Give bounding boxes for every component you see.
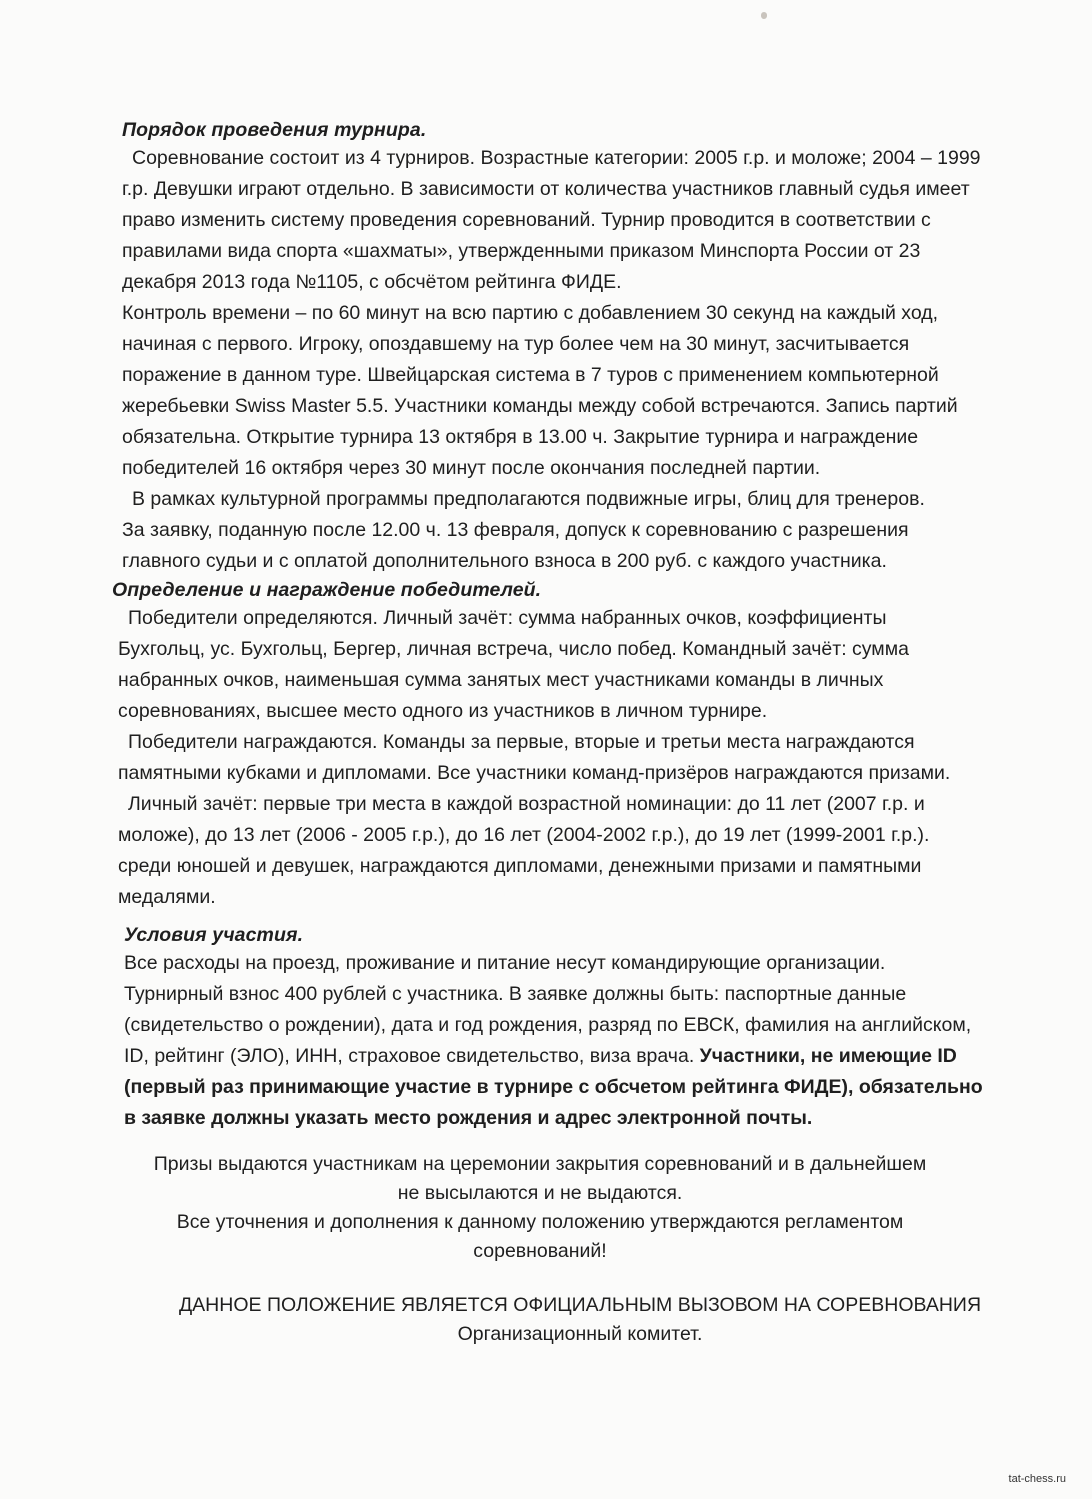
bold-requirement: Участники, не имеющие ID bbox=[699, 1045, 957, 1067]
text-line: Призы выдаются участникам на церемонии закрытия соревнований и в дальнейшем bbox=[153, 1153, 927, 1175]
text-line: декабря 2013 года №1105, с обсчётом рейтинга ФИДЕ. bbox=[122, 271, 622, 293]
text-line: медалями. bbox=[118, 886, 216, 908]
text-line: среди юношей и девушек, награждаются дипломами, денежными призами и памятными bbox=[118, 855, 922, 877]
text-line: В рамках культурной программы предполагаются подвижные игры, блиц для тренеров. bbox=[132, 488, 925, 510]
organizing-committee: Организационный комитет. bbox=[457, 1323, 703, 1345]
text-line: (свидетельство о рождении), дата и год рождения, разряд по ЕВСК, фамилия на английском, bbox=[124, 1014, 972, 1036]
text-line: обязательна. Открытие турнира 13 октября в 13.00 ч. Закрытие турнира и награждение bbox=[122, 426, 919, 448]
section-body-tournament-procedure bbox=[122, 143, 1052, 577]
text-line: Победители определяются. Личный зачёт: сумма набранных очков, коэффициенты bbox=[128, 607, 887, 629]
section-body-winners bbox=[118, 603, 1048, 913]
text-line: соревнований! bbox=[473, 1240, 607, 1262]
text-line: г.р. Девушки играют отдельно. В зависимости от количества участников главный судья имеет bbox=[122, 178, 970, 200]
text-line: моложе), до 13 лет (2006 - 2005 г.р.), до 16 лет (2004-2002 г.р.), до 19 лет (1999-2001 г.р.). bbox=[118, 824, 930, 846]
section-heading-tournament-procedure: Порядок проведения турнира. bbox=[122, 119, 427, 141]
text-line-bold: (первый раз принимающие участие в турнире с обсчетом рейтинга ФИДЕ), обязательно bbox=[124, 1076, 983, 1098]
text-line-bold: в заявке должны указать место рождения и адрес электронной почты. bbox=[124, 1107, 813, 1129]
text-line: Все расходы на проезд, проживание и питание несут командирующие организации. bbox=[124, 952, 886, 974]
text-line: Турнирный взнос 400 рублей с участника. В заявке должны быть: паспортные данные bbox=[124, 983, 907, 1005]
text-line: Бухгольц, ус. Бухгольц, Бергер, личная встреча, число побед. Командный зачёт: сумма bbox=[118, 638, 909, 660]
text-line: набранных очков, наименьшая сумма занятых мест участниками команды в личных bbox=[118, 669, 884, 691]
text-line: Победители награждаются. Команды за первые, вторые и третьи места награждаются bbox=[128, 731, 915, 753]
text-line bbox=[124, 1041, 1054, 1072]
text-line: Личный зачёт: первые три места в каждой возрастной номинации: до 11 лет (2007 г.р. и bbox=[128, 793, 925, 815]
section-heading-winners: Определение и награждение победителей. bbox=[112, 579, 542, 601]
text-line: жеребьевки Swiss Master 5.5. Участники команды между собой встречаются. Запись партий bbox=[122, 395, 958, 417]
text-line: главного судьи и с оплатой дополнительного взноса в 200 руб. с каждого участника. bbox=[122, 550, 887, 572]
site-watermark: tat-chess.ru bbox=[1008, 1473, 1066, 1485]
text-line: Все уточнения и дополнения к данному положению утверждаются регламентом bbox=[176, 1211, 904, 1233]
official-call-line: ДАННОЕ ПОЛОЖЕНИЕ ЯВЛЯЕТСЯ ОФИЦИАЛЬНЫМ ВЫЗОВОМ НА СОРЕВНОВАНИЯ bbox=[178, 1294, 982, 1316]
text-fragment: ID, рейтинг (ЭЛО), ИНН, страховое свидетельство, виза врача. bbox=[124, 1045, 700, 1067]
text-line: победителей 16 октября через 30 минут после окончания последней партии. bbox=[122, 457, 821, 479]
text-line: Соревнование состоит из 4 турниров. Возрастные категории: 2005 г.р. и моложе; 2004 – 1999 bbox=[132, 147, 981, 169]
closing-statement bbox=[140, 1291, 1020, 1349]
section-heading-participation: Условия участия. bbox=[124, 924, 304, 946]
text-line: право изменить систему проведения соревнований. Турнир проводится в соответствии с bbox=[122, 209, 931, 231]
text-line: Контроль времени – по 60 минут на всю партию с добавлением 30 секунд на каждый ход, bbox=[122, 302, 939, 324]
text-line: не высылаются и не выдаются. bbox=[397, 1182, 683, 1204]
prizes-note bbox=[100, 1150, 980, 1266]
text-line: начиная с первого. Игроку, опоздавшему на тур более чем на 30 минут, засчитывается bbox=[122, 333, 910, 355]
scan-speck bbox=[761, 12, 767, 19]
section-body-participation bbox=[124, 948, 1054, 1134]
text-line: памятными кубками и дипломами. Все участники команд-призёров награждаются призами. bbox=[118, 762, 951, 784]
text-line: правилами вида спорта «шахматы», утвержденными приказом Минспорта России от 23 bbox=[122, 240, 921, 262]
text-line: соревнованиях, высшее место одного из участников в личном турнире. bbox=[118, 700, 768, 722]
text-line: За заявку, поданную после 12.00 ч. 13 февраля, допуск к соревнованию с разрешения bbox=[122, 519, 909, 541]
text-line: поражение в данном туре. Швейцарская система в 7 туров с применением компьютерной bbox=[122, 364, 939, 386]
